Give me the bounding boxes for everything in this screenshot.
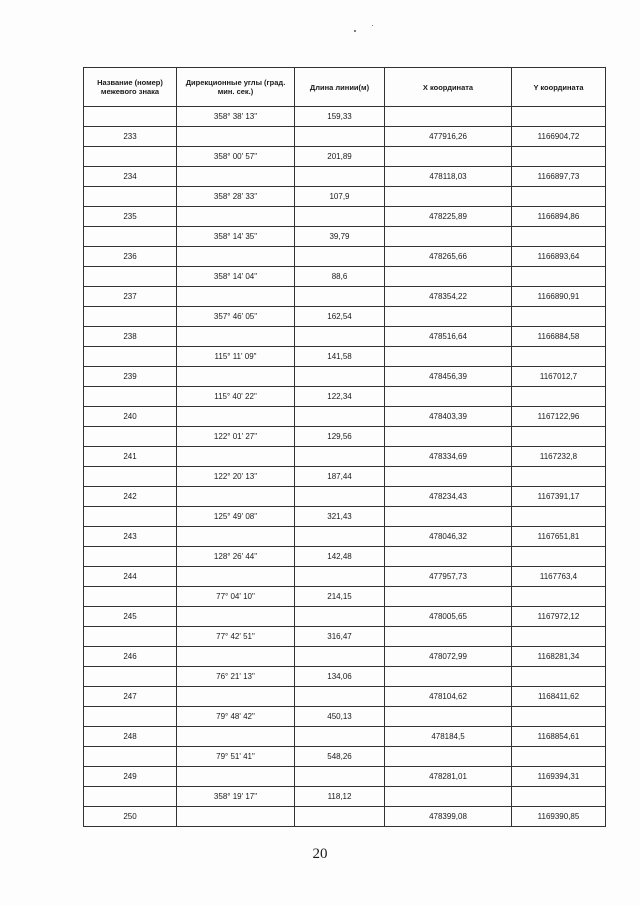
y-coordinate-cell <box>512 587 606 607</box>
line-length-cell <box>295 327 385 347</box>
table-row-mark <box>84 647 606 667</box>
mark-name-cell: 244 <box>84 567 177 587</box>
y-coordinate-cell <box>512 547 606 567</box>
table-row-segment <box>84 107 606 127</box>
table-row-segment <box>84 587 606 607</box>
mark-name-cell <box>84 587 177 607</box>
mark-name-cell <box>84 347 177 367</box>
direction-angle-cell: 79° 48' 42" <box>177 707 295 727</box>
y-coordinate-cell <box>512 347 606 367</box>
x-coordinate-cell: 478265,66 <box>385 247 512 267</box>
y-coordinate-cell: 1169390,85 <box>512 807 606 827</box>
mark-name-cell: 235 <box>84 207 177 227</box>
mark-name-cell: 240 <box>84 407 177 427</box>
direction-angle-cell <box>177 167 295 187</box>
boundary-coordinates-table <box>83 67 606 827</box>
x-coordinate-cell <box>385 227 512 247</box>
y-coordinate-cell <box>512 387 606 407</box>
line-length-cell: 548,26 <box>295 747 385 767</box>
x-coordinate-cell <box>385 307 512 327</box>
line-length-cell <box>295 607 385 627</box>
direction-angle-cell: 77° 04' 10" <box>177 587 295 607</box>
y-coordinate-cell <box>512 787 606 807</box>
line-length-cell <box>295 367 385 387</box>
line-length-cell <box>295 447 385 467</box>
header-line-length: Длина линии(м) <box>295 68 385 107</box>
line-length-cell: 316,47 <box>295 627 385 647</box>
y-coordinate-cell: 1169394,31 <box>512 767 606 787</box>
direction-angle-cell: 358° 14' 35" <box>177 227 295 247</box>
direction-angle-cell: 125° 49' 08" <box>177 507 295 527</box>
mark-name-cell <box>84 387 177 407</box>
line-length-cell <box>295 207 385 227</box>
y-coordinate-cell: 1166894,86 <box>512 207 606 227</box>
direction-angle-cell: 358° 19' 17" <box>177 787 295 807</box>
y-coordinate-cell <box>512 307 606 327</box>
mark-name-cell: 249 <box>84 767 177 787</box>
mark-name-cell: 238 <box>84 327 177 347</box>
line-length-cell: 118,12 <box>295 787 385 807</box>
line-length-cell <box>295 127 385 147</box>
mark-name-cell <box>84 787 177 807</box>
direction-angle-cell: 357° 46' 05" <box>177 307 295 327</box>
x-coordinate-cell <box>385 187 512 207</box>
line-length-cell: 201,89 <box>295 147 385 167</box>
direction-angle-cell: 122° 20' 13" <box>177 467 295 487</box>
line-length-cell: 321,43 <box>295 507 385 527</box>
table-row-segment <box>84 307 606 327</box>
y-coordinate-cell: 1167012,7 <box>512 367 606 387</box>
table-row-segment <box>84 747 606 767</box>
y-coordinate-cell <box>512 267 606 287</box>
direction-angle-cell: 77° 42' 51" <box>177 627 295 647</box>
x-coordinate-cell: 478403,39 <box>385 407 512 427</box>
line-length-cell: 187,44 <box>295 467 385 487</box>
x-coordinate-cell <box>385 547 512 567</box>
y-coordinate-cell: 1166893,64 <box>512 247 606 267</box>
table-row-segment <box>84 507 606 527</box>
mark-name-cell: 241 <box>84 447 177 467</box>
table-row-segment <box>84 467 606 487</box>
line-length-cell: 39,79 <box>295 227 385 247</box>
direction-angle-cell <box>177 727 295 747</box>
y-coordinate-cell: 1167763,4 <box>512 567 606 587</box>
header-x-coordinate: X координата <box>385 68 512 107</box>
table-header-row <box>84 68 606 107</box>
y-coordinate-cell <box>512 747 606 767</box>
y-coordinate-cell: 1168411,62 <box>512 687 606 707</box>
direction-angle-cell: 115° 40' 22" <box>177 387 295 407</box>
x-coordinate-cell: 478104,62 <box>385 687 512 707</box>
direction-angle-cell: 79° 51' 41" <box>177 747 295 767</box>
x-coordinate-cell: 477916,26 <box>385 127 512 147</box>
table-row-segment <box>84 387 606 407</box>
x-coordinate-cell <box>385 467 512 487</box>
direction-angle-cell: 358° 00' 57" <box>177 147 295 167</box>
mark-name-cell <box>84 227 177 247</box>
mark-name-cell: 247 <box>84 687 177 707</box>
y-coordinate-cell <box>512 107 606 127</box>
mark-name-cell <box>84 507 177 527</box>
line-length-cell <box>295 807 385 827</box>
direction-angle-cell <box>177 367 295 387</box>
line-length-cell: 159,33 <box>295 107 385 127</box>
x-coordinate-cell: 478354,22 <box>385 287 512 307</box>
direction-angle-cell: 128° 26' 44" <box>177 547 295 567</box>
y-coordinate-cell <box>512 427 606 447</box>
x-coordinate-cell <box>385 107 512 127</box>
mark-name-cell <box>84 427 177 447</box>
x-coordinate-cell <box>385 147 512 167</box>
mark-name-cell: 234 <box>84 167 177 187</box>
y-coordinate-cell <box>512 147 606 167</box>
table-row-mark <box>84 127 606 147</box>
scan-speck <box>354 30 356 32</box>
x-coordinate-cell <box>385 507 512 527</box>
y-coordinate-cell <box>512 707 606 727</box>
mark-name-cell: 246 <box>84 647 177 667</box>
table-row-mark <box>84 727 606 747</box>
direction-angle-cell: 358° 14' 04" <box>177 267 295 287</box>
x-coordinate-cell: 478281,01 <box>385 767 512 787</box>
direction-angle-cell <box>177 527 295 547</box>
table-body <box>84 107 606 827</box>
table-row-mark <box>84 607 606 627</box>
table-row-mark <box>84 807 606 827</box>
mark-name-cell: 239 <box>84 367 177 387</box>
x-coordinate-cell: 477957,73 <box>385 567 512 587</box>
y-coordinate-cell: 1166884,58 <box>512 327 606 347</box>
y-coordinate-cell: 1167391,17 <box>512 487 606 507</box>
x-coordinate-cell <box>385 267 512 287</box>
table-row-segment <box>84 707 606 727</box>
line-length-cell <box>295 247 385 267</box>
table-row-segment <box>84 787 606 807</box>
x-coordinate-cell: 478072,99 <box>385 647 512 667</box>
y-coordinate-cell <box>512 227 606 247</box>
x-coordinate-cell: 478118,03 <box>385 167 512 187</box>
line-length-cell <box>295 167 385 187</box>
direction-angle-cell <box>177 647 295 667</box>
y-coordinate-cell: 1167122,96 <box>512 407 606 427</box>
x-coordinate-cell: 478334,69 <box>385 447 512 467</box>
table-row-mark <box>84 487 606 507</box>
mark-name-cell <box>84 267 177 287</box>
line-length-cell <box>295 527 385 547</box>
table-row-mark <box>84 367 606 387</box>
x-coordinate-cell <box>385 747 512 767</box>
y-coordinate-cell: 1166890,91 <box>512 287 606 307</box>
direction-angle-cell: 76° 21' 13" <box>177 667 295 687</box>
y-coordinate-cell <box>512 507 606 527</box>
mark-name-cell <box>84 627 177 647</box>
header-y-coordinate: Y координата <box>512 68 606 107</box>
table-row-segment <box>84 187 606 207</box>
x-coordinate-cell: 478516,64 <box>385 327 512 347</box>
line-length-cell: 142,48 <box>295 547 385 567</box>
x-coordinate-cell: 478399,08 <box>385 807 512 827</box>
direction-angle-cell <box>177 287 295 307</box>
direction-angle-cell <box>177 687 295 707</box>
y-coordinate-cell <box>512 187 606 207</box>
direction-angle-cell <box>177 127 295 147</box>
x-coordinate-cell: 478005,65 <box>385 607 512 627</box>
y-coordinate-cell: 1167232,8 <box>512 447 606 467</box>
mark-name-cell <box>84 747 177 767</box>
mark-name-cell: 242 <box>84 487 177 507</box>
y-coordinate-cell: 1166897,73 <box>512 167 606 187</box>
line-length-cell: 214,15 <box>295 587 385 607</box>
line-length-cell: 141,58 <box>295 347 385 367</box>
x-coordinate-cell <box>385 627 512 647</box>
line-length-cell <box>295 687 385 707</box>
table-row-segment <box>84 347 606 367</box>
y-coordinate-cell <box>512 627 606 647</box>
x-coordinate-cell <box>385 427 512 447</box>
direction-angle-cell: 115° 11' 09" <box>177 347 295 367</box>
table-row-segment <box>84 627 606 647</box>
direction-angle-cell <box>177 407 295 427</box>
page-number: 20 <box>312 846 328 862</box>
table-row-mark <box>84 447 606 467</box>
header-mark-name: Название (номер) межевого знака <box>84 68 177 107</box>
line-length-cell: 88,6 <box>295 267 385 287</box>
mark-name-cell <box>84 467 177 487</box>
line-length-cell: 129,56 <box>295 427 385 447</box>
mark-name-cell <box>84 187 177 207</box>
direction-angle-cell: 358° 28' 33" <box>177 187 295 207</box>
mark-name-cell: 245 <box>84 607 177 627</box>
line-length-cell <box>295 487 385 507</box>
y-coordinate-cell: 1167972,12 <box>512 607 606 627</box>
mark-name-cell <box>84 667 177 687</box>
direction-angle-cell <box>177 447 295 467</box>
direction-angle-cell <box>177 767 295 787</box>
line-length-cell <box>295 287 385 307</box>
table-row-mark <box>84 167 606 187</box>
y-coordinate-cell: 1168854,61 <box>512 727 606 747</box>
x-coordinate-cell: 478184,5 <box>385 727 512 747</box>
table-row-mark <box>84 687 606 707</box>
line-length-cell <box>295 407 385 427</box>
line-length-cell <box>295 767 385 787</box>
mark-name-cell: 236 <box>84 247 177 267</box>
line-length-cell: 107,9 <box>295 187 385 207</box>
direction-angle-cell: 122° 01' 27" <box>177 427 295 447</box>
x-coordinate-cell <box>385 587 512 607</box>
table-row-segment <box>84 547 606 567</box>
scan-speck <box>372 25 373 26</box>
mark-name-cell <box>84 707 177 727</box>
direction-angle-cell <box>177 247 295 267</box>
mark-name-cell: 237 <box>84 287 177 307</box>
direction-angle-cell: 358° 38' 13" <box>177 107 295 127</box>
y-coordinate-cell: 1168281,34 <box>512 647 606 667</box>
mark-name-cell: 248 <box>84 727 177 747</box>
table-row-segment <box>84 667 606 687</box>
x-coordinate-cell <box>385 387 512 407</box>
mark-name-cell <box>84 307 177 327</box>
mark-name-cell: 250 <box>84 807 177 827</box>
table-row-mark <box>84 767 606 787</box>
line-length-cell: 134,06 <box>295 667 385 687</box>
mark-name-cell <box>84 547 177 567</box>
line-length-cell <box>295 727 385 747</box>
x-coordinate-cell <box>385 787 512 807</box>
table-row-segment <box>84 147 606 167</box>
direction-angle-cell <box>177 807 295 827</box>
mark-name-cell: 243 <box>84 527 177 547</box>
direction-angle-cell <box>177 487 295 507</box>
x-coordinate-cell <box>385 667 512 687</box>
line-length-cell: 162,54 <box>295 307 385 327</box>
x-coordinate-cell: 478234,43 <box>385 487 512 507</box>
direction-angle-cell <box>177 327 295 347</box>
table-row-segment <box>84 427 606 447</box>
mark-name-cell: 233 <box>84 127 177 147</box>
table-row-mark <box>84 407 606 427</box>
direction-angle-cell <box>177 567 295 587</box>
mark-name-cell <box>84 107 177 127</box>
y-coordinate-cell: 1167651,81 <box>512 527 606 547</box>
line-length-cell <box>295 647 385 667</box>
x-coordinate-cell: 478456,39 <box>385 367 512 387</box>
x-coordinate-cell <box>385 707 512 727</box>
table-row-mark <box>84 247 606 267</box>
table-row-segment <box>84 227 606 247</box>
line-length-cell: 122,34 <box>295 387 385 407</box>
x-coordinate-cell: 478225,89 <box>385 207 512 227</box>
direction-angle-cell <box>177 207 295 227</box>
header-direction-angle: Дирекционные углы (град. мин. сек.) <box>177 68 295 107</box>
direction-angle-cell <box>177 607 295 627</box>
line-length-cell <box>295 567 385 587</box>
table-row-mark <box>84 207 606 227</box>
x-coordinate-cell: 478046,32 <box>385 527 512 547</box>
table-row-mark <box>84 287 606 307</box>
y-coordinate-cell <box>512 467 606 487</box>
y-coordinate-cell <box>512 667 606 687</box>
table-row-mark <box>84 327 606 347</box>
line-length-cell: 450,13 <box>295 707 385 727</box>
mark-name-cell <box>84 147 177 167</box>
table-row-mark <box>84 527 606 547</box>
y-coordinate-cell: 1166904,72 <box>512 127 606 147</box>
x-coordinate-cell <box>385 347 512 367</box>
table-row-segment <box>84 267 606 287</box>
table-row-mark <box>84 567 606 587</box>
